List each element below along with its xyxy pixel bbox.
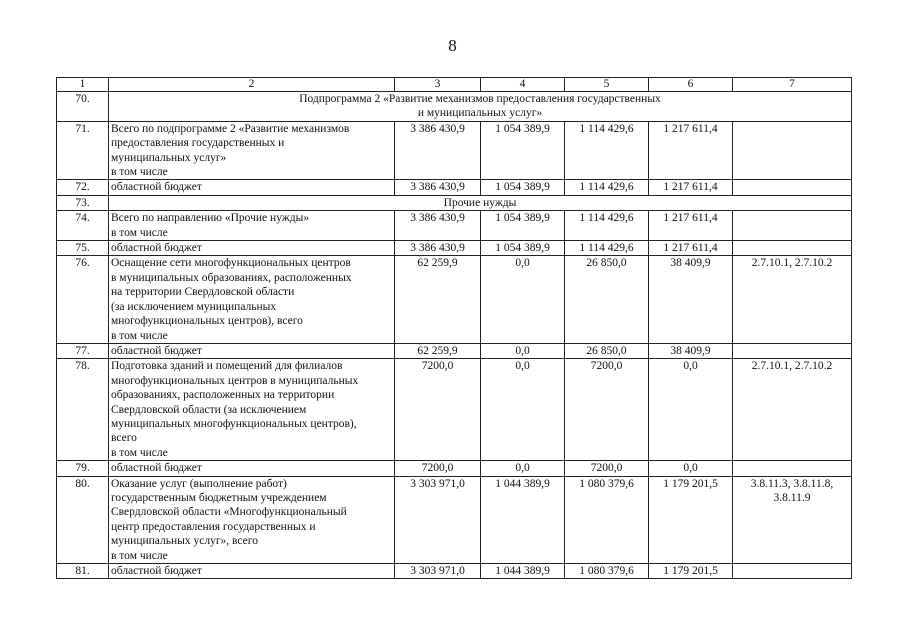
- year1-value: 1 054 389,9: [481, 121, 565, 180]
- row-number: 74.: [57, 211, 109, 241]
- target-code: [733, 121, 852, 180]
- year1-value: 1 054 389,9: [481, 241, 565, 256]
- total-value: 3 386 430,9: [395, 121, 481, 180]
- row-description: областной бюджет: [109, 343, 395, 358]
- row-number: 79.: [57, 461, 109, 476]
- row-number: 78.: [57, 359, 109, 461]
- row-description: областной бюджет: [109, 461, 395, 476]
- row-description: Всего по направлению «Прочие нужды» в том числе: [109, 211, 395, 241]
- year2-value: 1 114 429,6: [565, 180, 649, 195]
- section-row: [57, 195, 852, 210]
- column-header: 2: [109, 78, 395, 92]
- year1-value: 0,0: [481, 461, 565, 476]
- target-code: [733, 564, 852, 579]
- row-description: областной бюджет: [109, 241, 395, 256]
- total-value: 7200,0: [395, 461, 481, 476]
- year1-value: 1 044 389,9: [481, 476, 565, 563]
- row-description: областной бюджет: [109, 564, 395, 579]
- table-row: [57, 241, 852, 256]
- year2-value: 1 114 429,6: [565, 121, 649, 180]
- table-row: [57, 121, 852, 180]
- target-code: [733, 241, 852, 256]
- year1-value: 0,0: [481, 359, 565, 461]
- year3-value: 1 217 611,4: [649, 180, 733, 195]
- table-row: [57, 180, 852, 195]
- row-description: Всего по подпрограмме 2 «Развитие механизмов предоставления государственных и муниципальных услуг» в том числе: [109, 121, 395, 180]
- year3-value: 38 409,9: [649, 256, 733, 343]
- total-value: 62 259,9: [395, 256, 481, 343]
- column-header: 7: [733, 78, 852, 92]
- target-code: 3.8.11.3, 3.8.11.8, 3.8.11.9: [733, 476, 852, 563]
- row-number: 75.: [57, 241, 109, 256]
- table-row: [57, 359, 852, 461]
- row-number: 76.: [57, 256, 109, 343]
- row-number: 73.: [57, 195, 109, 210]
- total-value: 7200,0: [395, 359, 481, 461]
- year3-value: 1 179 201,5: [649, 564, 733, 579]
- year3-value: 38 409,9: [649, 343, 733, 358]
- year2-value: 1 114 429,6: [565, 241, 649, 256]
- year3-value: 0,0: [649, 461, 733, 476]
- year3-value: 1 217 611,4: [649, 121, 733, 180]
- table-row: [57, 211, 852, 241]
- row-description: областной бюджет: [109, 180, 395, 195]
- column-header: 4: [481, 78, 565, 92]
- column-header: 6: [649, 78, 733, 92]
- year1-value: 1 054 389,9: [481, 180, 565, 195]
- page-number: 8: [448, 36, 457, 55]
- row-number: 71.: [57, 121, 109, 180]
- section-title: Подпрограмма 2 «Развитие механизмов предоставления государственных и муниципальных услуг»: [109, 92, 852, 122]
- year2-value: 7200,0: [565, 461, 649, 476]
- year1-value: 0,0: [481, 343, 565, 358]
- total-value: 3 386 430,9: [395, 211, 481, 241]
- section-title: Прочие нужды: [109, 195, 852, 210]
- total-value: 3 303 971,0: [395, 564, 481, 579]
- column-header-row: [57, 78, 852, 92]
- row-description: Оснащение сети многофункциональных центров в муниципальных образованиях, расположенных на территории Свердловской области (за исключением муниципальных многофункциональных центров), всего в том числе: [109, 256, 395, 343]
- table-row: [57, 476, 852, 563]
- target-code: [733, 343, 852, 358]
- row-description: Оказание услуг (выполнение работ) государственным бюджетным учреждением Свердловской области «Многофункциональный центр предоставления государственных и муниципальных услуг», всего в том числе: [109, 476, 395, 563]
- total-value: 3 303 971,0: [395, 476, 481, 563]
- target-code: [733, 211, 852, 241]
- year3-value: 1 217 611,4: [649, 241, 733, 256]
- row-number: 81.: [57, 564, 109, 579]
- total-value: 3 386 430,9: [395, 241, 481, 256]
- year2-value: 26 850,0: [565, 343, 649, 358]
- year2-value: 7200,0: [565, 359, 649, 461]
- table-row: [57, 461, 852, 476]
- year2-value: 26 850,0: [565, 256, 649, 343]
- target-code: 2.7.10.1, 2.7.10.2: [733, 359, 852, 461]
- year1-value: 1 044 389,9: [481, 564, 565, 579]
- row-number: 77.: [57, 343, 109, 358]
- table-row: [57, 343, 852, 358]
- row-description: Подготовка зданий и помещений для филиалов многофункциональных центров в муниципальных образованиях, расположенных на территории Свердловской области (за исключением муниципальных многофункциональных центров), всего в том числе: [109, 359, 395, 461]
- column-header: 5: [565, 78, 649, 92]
- year1-value: 1 054 389,9: [481, 211, 565, 241]
- year2-value: 1 080 379,6: [565, 476, 649, 563]
- year2-value: 1 080 379,6: [565, 564, 649, 579]
- column-header: 3: [395, 78, 481, 92]
- target-code: [733, 180, 852, 195]
- year1-value: 0,0: [481, 256, 565, 343]
- total-value: 62 259,9: [395, 343, 481, 358]
- row-number: 70.: [57, 92, 109, 122]
- year2-value: 1 114 429,6: [565, 211, 649, 241]
- budget-table: [56, 77, 852, 579]
- year3-value: 0,0: [649, 359, 733, 461]
- target-code: 2.7.10.1, 2.7.10.2: [733, 256, 852, 343]
- total-value: 3 386 430,9: [395, 180, 481, 195]
- year3-value: 1 179 201,5: [649, 476, 733, 563]
- target-code: [733, 461, 852, 476]
- table-row: [57, 256, 852, 343]
- row-number: 80.: [57, 476, 109, 563]
- section-row: [57, 92, 852, 122]
- year3-value: 1 217 611,4: [649, 211, 733, 241]
- row-number: 72.: [57, 180, 109, 195]
- table-row: [57, 564, 852, 579]
- column-header: 1: [57, 78, 109, 92]
